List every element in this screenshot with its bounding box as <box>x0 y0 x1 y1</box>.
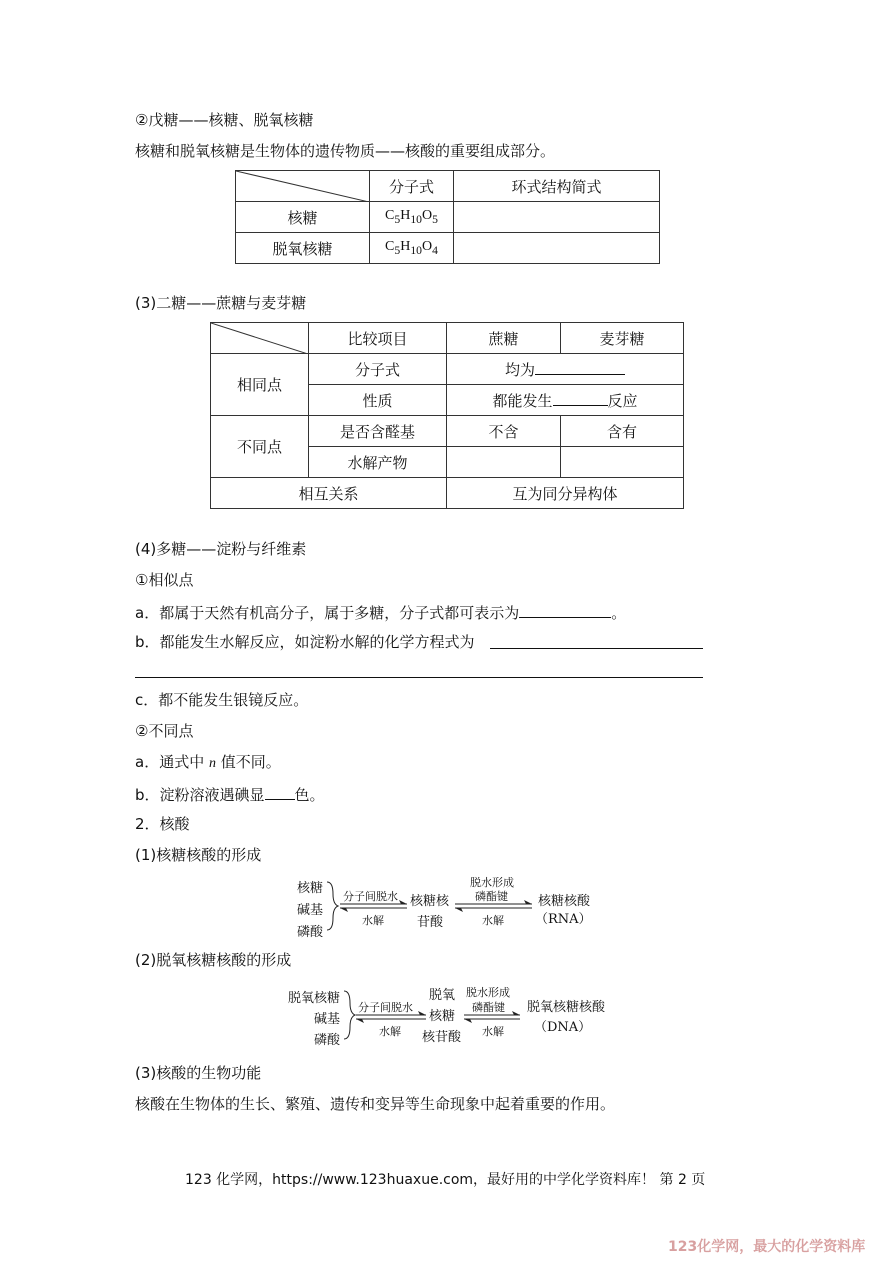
dna-product-abbr: （DNA） <box>534 1020 592 1035</box>
watermark: 123化学网，最大的化学资料库 <box>668 1239 866 1255</box>
table-row <box>211 416 684 447</box>
rna-mid-line1: 核糖核 <box>410 894 450 909</box>
page-footer: 123 化学网，https://www.123huaxue.com，最好用的中学化学资料库！ 第 2 页 <box>185 1172 706 1188</box>
dna-mid-line2: 核糖 <box>429 1009 456 1024</box>
poly-b2: b．淀粉溶液遇碘显 色。 <box>135 783 325 805</box>
rna-step2-top-1: 脱水形成 <box>470 876 514 889</box>
fill-blank[interactable] <box>535 358 625 375</box>
dna-diagram <box>284 983 624 1048</box>
rna-step2-top-2: 磷酯键 <box>475 890 508 903</box>
rna-input: 碱基 <box>297 903 324 918</box>
header-sucrose: 蔗糖 <box>447 323 561 354</box>
row-formula: $C_5H_{10}O_4$ <box>370 233 454 264</box>
row-sucrose: 不含 <box>447 416 561 447</box>
row-item: 是否含醛基 <box>309 416 447 447</box>
fill-blank[interactable] <box>265 783 295 800</box>
table-row <box>236 233 660 264</box>
dna-mid-line1: 脱氧 <box>429 988 456 1003</box>
dna-heading: (2)脱氧核糖核酸的形成 <box>135 951 292 969</box>
nucleic-heading: 2．核酸 <box>135 815 190 833</box>
diff-heading: ②不同点 <box>135 722 194 740</box>
disaccharide-heading: (3)二糖——蔗糖与麦芽糖 <box>135 294 307 312</box>
dna-step2-top-1: 脱水形成 <box>466 986 510 999</box>
relation-value: 互为同分异构体 <box>447 478 684 509</box>
poly-c1: c．都不能发生银镜反应。 <box>135 691 309 709</box>
table-row <box>236 202 660 233</box>
dna-step1-top: 分子间脱水 <box>358 1001 413 1014</box>
diagonal-header-cell <box>236 171 370 202</box>
same-label: 相同点 <box>211 354 309 416</box>
rna-step1-top: 分子间脱水 <box>343 890 398 903</box>
row-item: 水解产物 <box>309 447 447 478</box>
rna-step2-bottom: 水解 <box>482 914 504 927</box>
fill-blank[interactable] <box>519 601 611 618</box>
rna-product-abbr: （RNA） <box>535 912 592 927</box>
col-structure-header: 环式结构简式 <box>454 171 660 202</box>
dna-step2-top-2: 磷酯键 <box>472 1001 505 1014</box>
dna-input: 脱氧核糖 <box>288 991 341 1006</box>
answer-line[interactable] <box>490 648 703 649</box>
poly-a2: a．通式中 n 值不同。 <box>135 753 281 771</box>
relation-label: 相互关系 <box>211 478 447 509</box>
rna-step1-bottom: 水解 <box>362 914 384 927</box>
poly-b1: b．都能发生水解反应，如淀粉水解的化学方程式为 <box>135 633 475 651</box>
table-row <box>211 354 684 385</box>
rna-mid-line2: 苷酸 <box>417 915 444 930</box>
pentose-heading: ②戊糖——核糖、脱氧核糖 <box>135 111 314 129</box>
row-name: 脱氧核糖 <box>236 233 370 264</box>
fill-blank[interactable] <box>553 389 608 406</box>
row-name: 核糖 <box>236 202 370 233</box>
table-row <box>211 478 684 509</box>
dna-step2-bottom: 水解 <box>482 1025 504 1038</box>
dna-product: 脱氧核糖核酸 <box>527 1000 606 1015</box>
header-compare-item: 比较项目 <box>309 323 447 354</box>
dna-step1-bottom: 水解 <box>379 1025 401 1038</box>
diagonal-line <box>236 171 369 202</box>
polysaccharide-heading: (4)多糖——淀粉与纤维素 <box>135 540 307 558</box>
diagonal-header-cell <box>211 323 309 354</box>
row-sucrose <box>447 447 561 478</box>
row-maltose: 含有 <box>561 416 684 447</box>
row-item: 性质 <box>309 385 447 416</box>
row-structure <box>454 202 660 233</box>
row-value: 都能发生 反应 <box>447 385 684 416</box>
col-formula-header: 分子式 <box>370 171 454 202</box>
rna-input: 磷酸 <box>297 925 324 940</box>
row-item: 分子式 <box>309 354 447 385</box>
pentose-intro: 核糖和脱氧核糖是生物体的遗传物质——核酸的重要组成部分。 <box>135 142 556 160</box>
function-text: 核酸在生物体的生长、繁殖、遗传和变异等生命现象中起着重要的作用。 <box>135 1095 616 1113</box>
row-value: 均为 <box>447 354 684 385</box>
rna-product: 核糖核酸 <box>538 894 591 909</box>
diagonal-line <box>211 323 308 354</box>
row-maltose <box>561 447 684 478</box>
dna-input: 磷酸 <box>314 1033 341 1048</box>
dna-input: 碱基 <box>314 1012 341 1027</box>
disaccharide-table <box>210 322 684 509</box>
poly-a1: a．都属于天然有机高分子，属于多糖，分子式都可表示为 。 <box>135 601 626 623</box>
rna-diagram <box>280 872 610 940</box>
rna-input: 核糖 <box>297 881 324 896</box>
similar-heading: ①相似点 <box>135 571 194 589</box>
pentose-table <box>235 170 660 264</box>
answer-line[interactable] <box>135 677 703 678</box>
row-structure <box>454 233 660 264</box>
diff-label: 不同点 <box>211 416 309 478</box>
row-formula: $C_5H_{10}O_5$ <box>370 202 454 233</box>
rna-heading: (1)核糖核酸的形成 <box>135 846 262 864</box>
dna-mid-line3: 核苷酸 <box>422 1030 462 1045</box>
header-maltose: 麦芽糖 <box>561 323 684 354</box>
function-heading: (3)核酸的生物功能 <box>135 1064 262 1082</box>
